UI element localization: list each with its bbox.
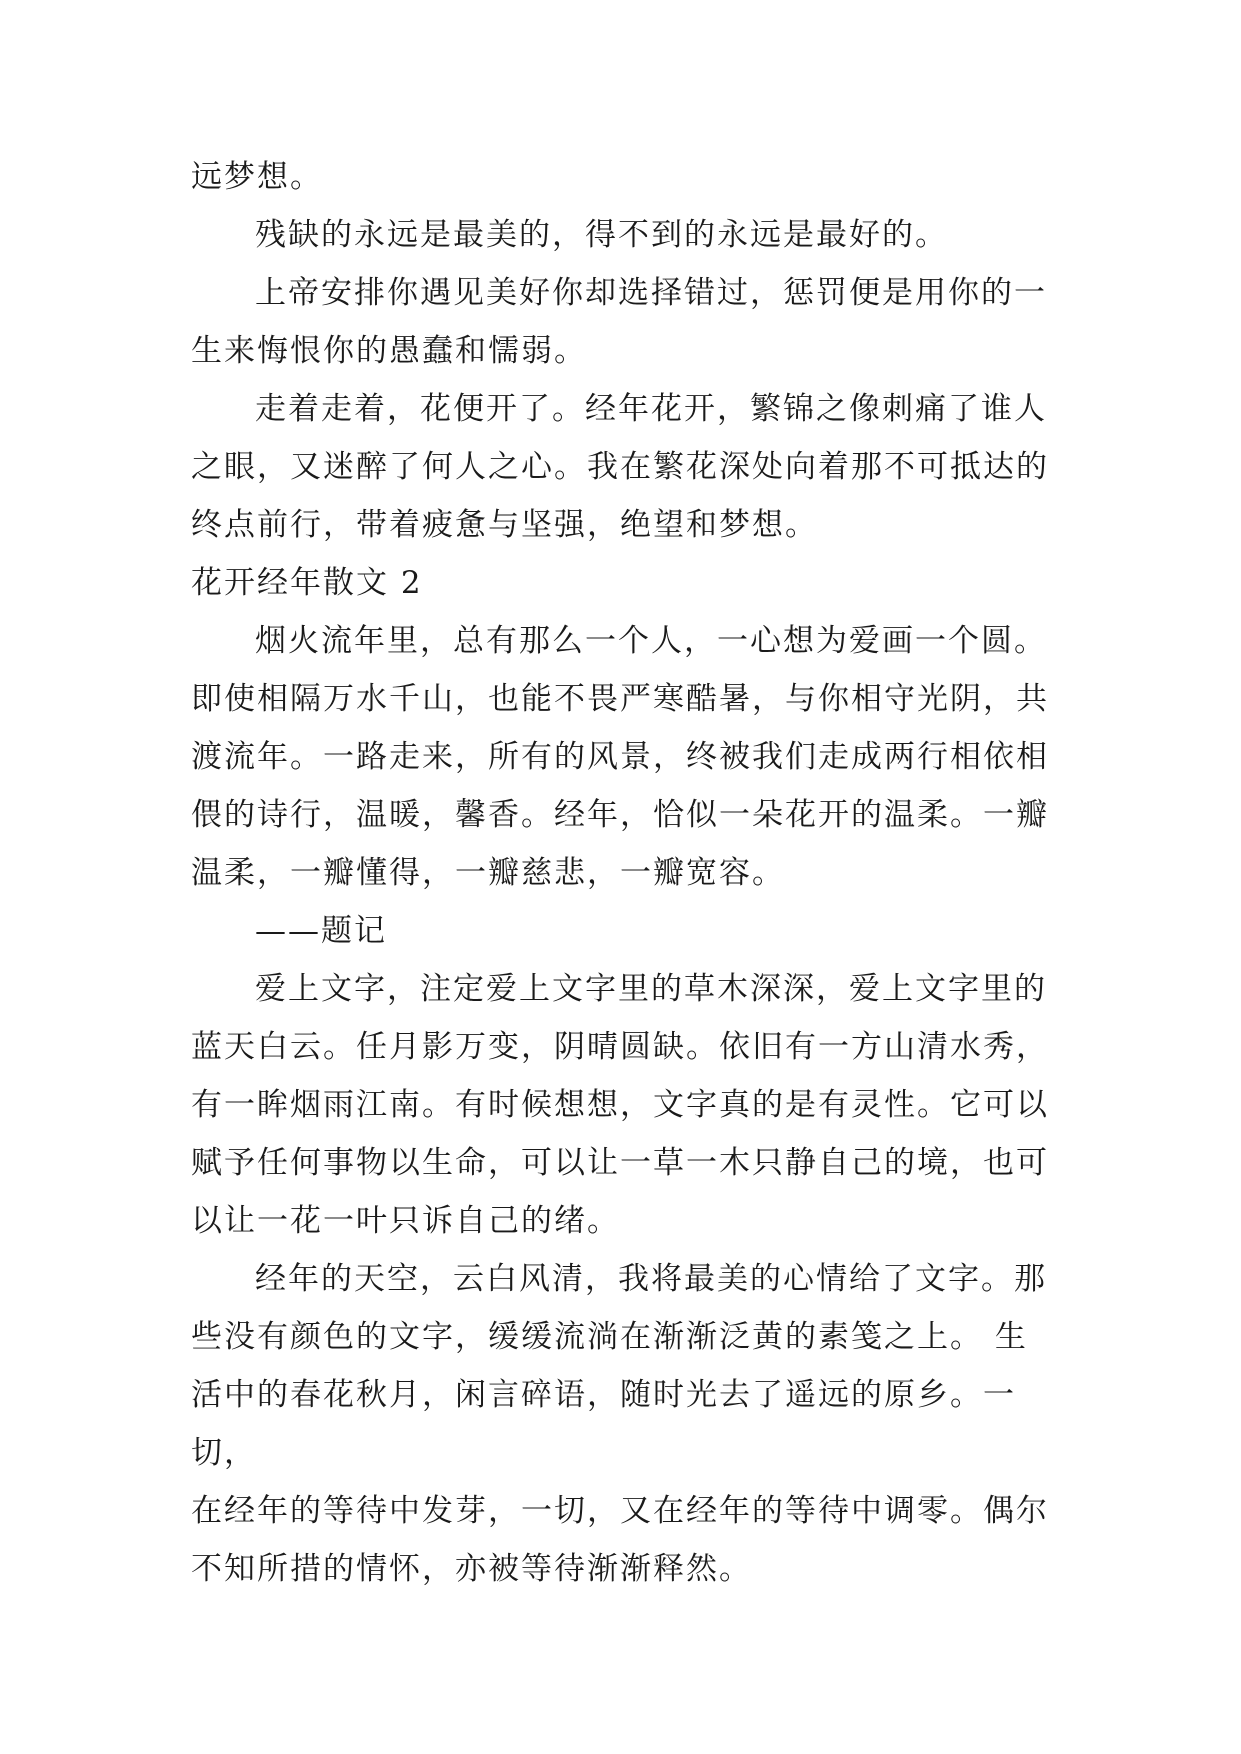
paragraph: 残缺的永远是最美的，得不到的永远是最好的。	[255, 217, 948, 253]
paragraph: 烟火流年里，总有那么一个人，一心想为爱画一个圆。 即使相隔万水千山，也能不畏严寒酷暑，与你相守光阴，共 渡流年。一路走来，所有的风景，终被我们走成两行相依相 偎的诗行，温暖，馨香。经年，恰似一朵花开的温柔。一瓣 温柔，一瓣懂得，一瓣慈悲，一瓣宽容。	[191, 623, 1049, 891]
document-body	[191, 148, 1071, 1598]
paragraph-continuation: 远梦想。	[191, 159, 323, 195]
paragraph: 上帝安排你遇见美好你却选择错过，惩罚便是用你的一 生来悔恨你的愚蠢和懦弱。	[191, 275, 1047, 369]
paragraph: 爱上文字，注定爱上文字里的草木深深，爱上文字里的 蓝天白云。任月影万变，阴晴圆缺。依旧有一方山清水秀， 有一眸烟雨江南。有时候想想，文字真的是有灵性。它可以 赋予任何事物以生命，可以让一草一木只静自己的境，也可 以让一花一叶只诉自己的绪。	[191, 971, 1049, 1239]
paragraph: 走着走着，花便开了。经年花开，繁锦之像刺痛了谁人 之眼，又迷醉了何人之心。我在繁花深处向着那不可抵达的 终点前行，带着疲惫与坚强，绝望和梦想。	[191, 391, 1049, 543]
section-heading: 花开经年散文 2	[191, 565, 423, 601]
paragraph: 经年的天空，云白风清，我将最美的心情给了文字。那 些没有颜色的文字，缓缓流淌在渐渐泛黄的素笺之上。 生 活中的春花秋月，闲言碎语，随时光去了遥远的原乡。一切， 在经年的等待中发芽，一切，又在经年的等待中调零。偶尔 不知所措的情怀，亦被等待渐渐释然。	[191, 1261, 1049, 1587]
epigraph-attribution: ——题记	[255, 913, 387, 949]
